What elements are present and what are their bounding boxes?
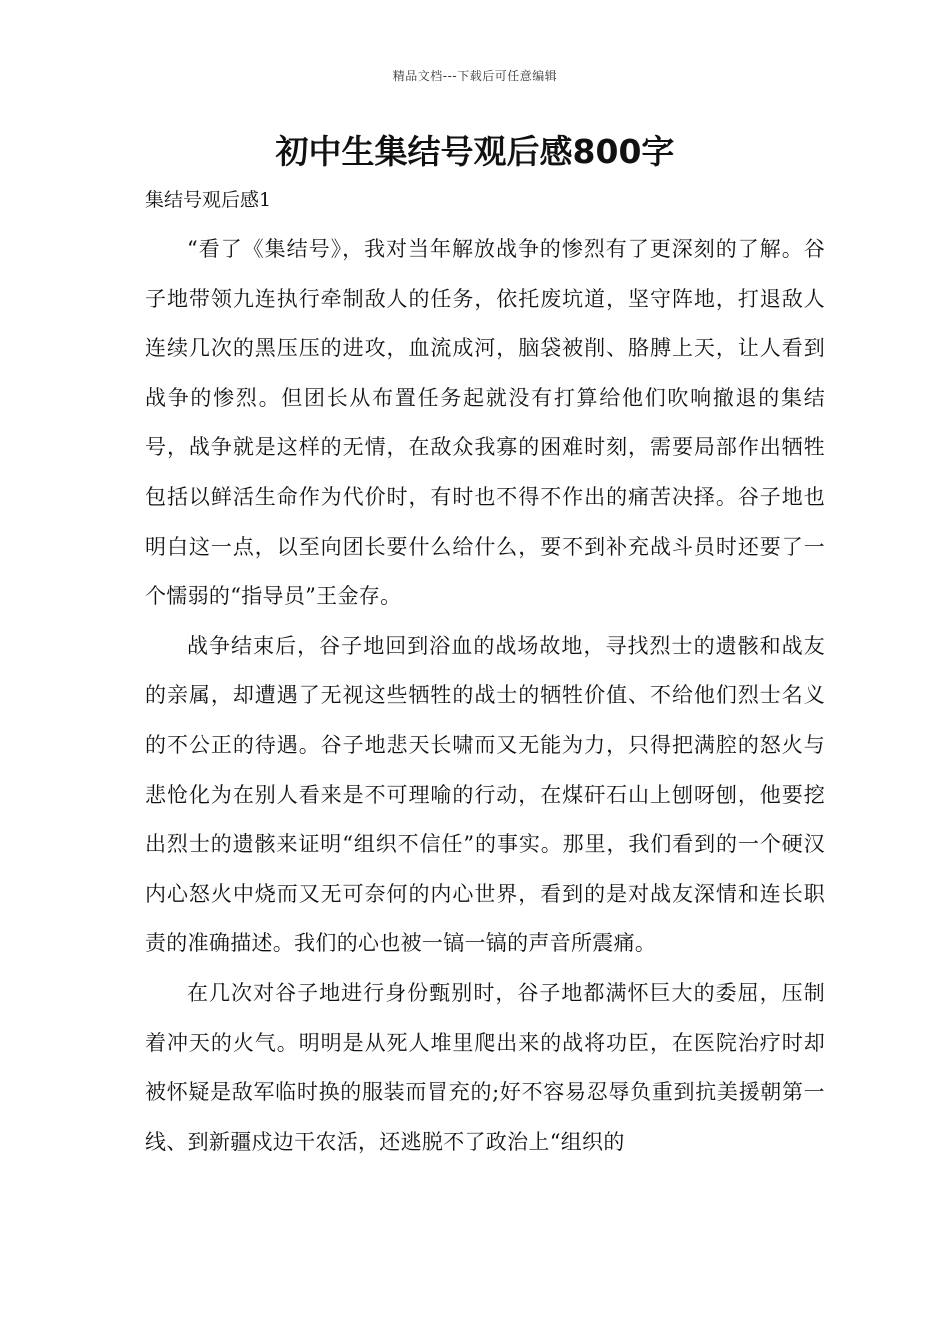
paragraph: 战争结束后，谷子地回到浴血的战场故地，寻找烈士的遗骸和战友的亲属，却遭遇了无视这些牺牲的战士的牺牲价值、不给他们烈士名义的不公正的待遇。谷子地悲天长啸而又无能为力，只得把满腔的怒火与悲怆化为在别人看来是不可理喻的行动，在煤矸石山上刨呀刨，他要挖出烈士的遗骸来证明“组织不信任”的事实。那里，我们看到的一个硬汉内心怒火中烧而又无可奈何的内心世界，看到的是对战友深情和连长职责的准确描述。我们的心也被一镐一镐的声音所震痛。: [145, 633, 825, 956]
section-heading: 集结号观后感1: [145, 189, 272, 211]
body-text: [145, 225, 825, 1167]
document-title: 初中生集结号观后感800字: [275, 132, 675, 171]
paragraph: “看了《集结号》，我对当年解放战争的惨烈有了更深刻的了解。谷子地带领九连执行牵制敌人的任务，依托废坑道，坚守阵地，打退敌人连续几次的黑压压的进攻，血流成河，脑袋被削、胳膊上天，让人看到战争的惨烈。但团长从布置任务起就没有打算给他们吹响撤退的集结号，战争就是这样的无情，在敌众我寡的困难时刻，需要局部作出牺牲包括以鲜活生命作为代价时，有时也不得不作出的痛苦决择。谷子地也明白这一点，以至向团长要什么给什么，要不到补充战斗员时还要了一个懦弱的“指导员”王金存。: [145, 237, 825, 609]
paragraph: 在几次对谷子地进行身份甄别时，谷子地都满怀巨大的委屈，压制着冲天的火气。明明是从死人堆里爬出来的战将功臣，在医院治疗时却被怀疑是敌军临时换的服装而冒充的;好不容易忍辱负重到抗美援朝第一线、到新疆戍边干农活，还逃脱不了政治上“组织的: [145, 980, 825, 1154]
header-note: 精品文档---下载后可任意编辑: [392, 69, 558, 83]
